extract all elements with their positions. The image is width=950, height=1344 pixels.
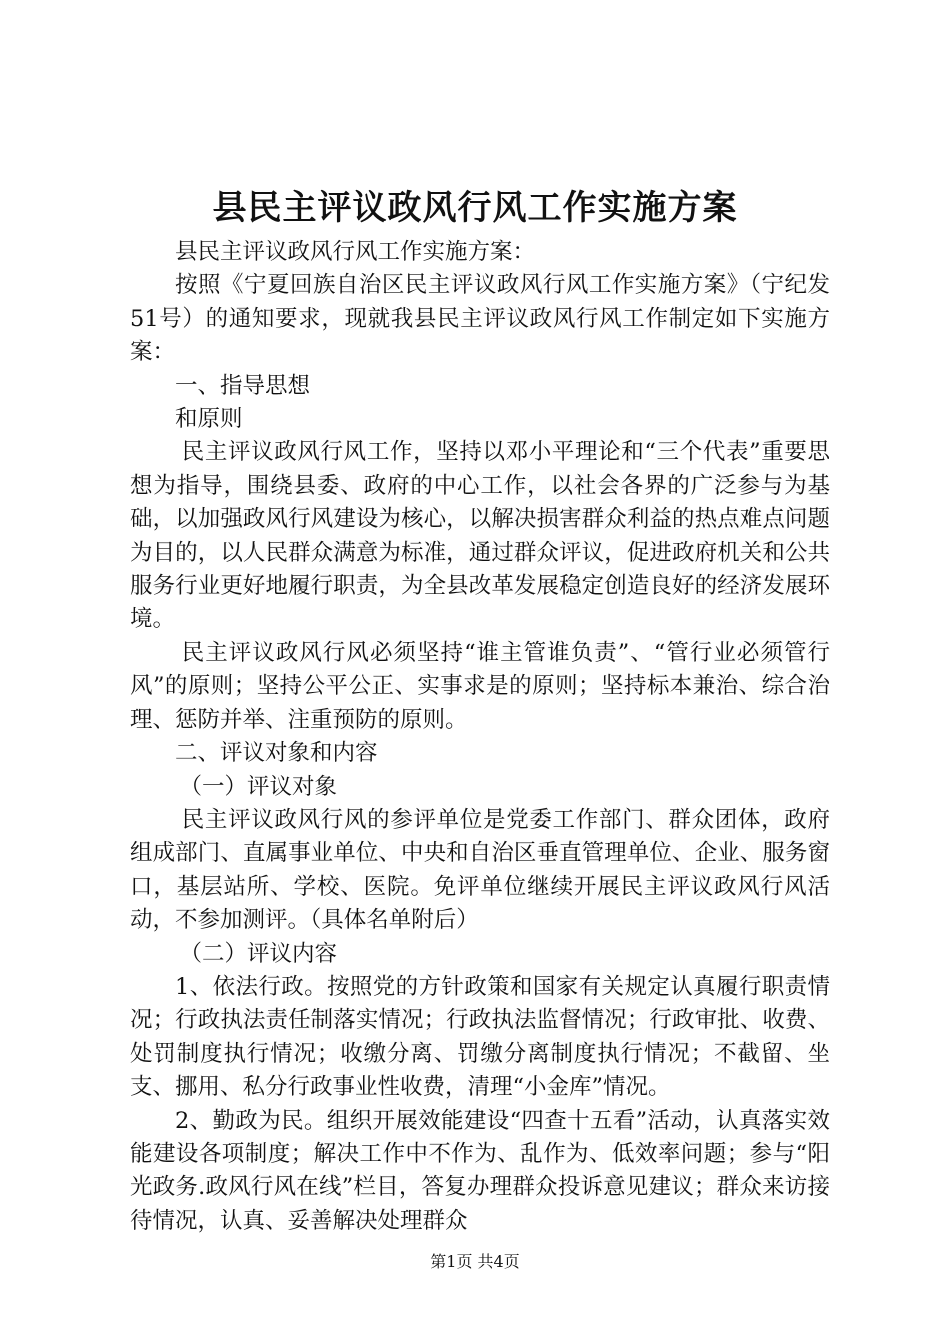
paragraph-basis: 按照《宁夏回族自治区民主评议政风行风工作实施方案》（宁纪发51号）的通知要求，现就我县民主评议政风行风工作制定如下实施方案：: [130, 272, 830, 366]
paragraph-guiding-principles: 民主评议政风行风工作，坚持以邓小平理论和“三个代表”重要思想为指导，围绕县委、政府的中心工作，以社会各界的广泛参与为基础，以加强政风行风建设为核心，以解决损害群众利益的热点难点问题为目的，以人民群众满意为标准，通过群众评议，促进政府机关和公共服务行业更好地履行职责，为全县改革发展稳定创造良好的经济发展环境。: [130, 439, 830, 633]
document-title: 县民主评议政风行风工作实施方案: [212, 188, 738, 228]
paragraph-item-2-diligent-governance: 2、勤政为民。组织开展效能建设“四查十五看”活动，认真落实效能建设各项制度；解决工作中不作为、乱作为、低效率问题；参与“阳光政务.政风行风在线”栏目，答复办理群众投诉意见建议；群众来访接待情况，认真、妥善解决处理群众: [130, 1107, 830, 1234]
page-footer: 第1页 共4页: [430, 1252, 520, 1271]
section-heading-objects-content: 二、评议对象和内容: [175, 740, 378, 767]
paragraph-intro-heading: 县民主评议政风行风工作实施方案：: [175, 239, 536, 265]
section-heading-principles: 和原则: [175, 406, 243, 433]
document-body: [130, 236, 830, 1238]
paragraph-evaluation-objects: 民主评议政风行风的参评单位是党委工作部门、群众团体，政府组成部门、直属事业单位、中央和自治区垂直管理单位、企业、服务窗口，基层站所、学校、医院。免评单位继续开展民主评议政风行风活动，不参加测评。（具体名单附后）: [130, 806, 830, 934]
section-heading-guiding-ideology: 一、指导思想: [175, 372, 311, 399]
paragraph-item-1-law-administration: 1、依法行政。按照党的方针政策和国家有关规定认真履行职责情况；行政执法责任制落实情况；行政执法监督情况；行政审批、收费、处罚制度执行情况；收缴分离、罚缴分离制度执行情况；不截留、坐支、挪用、私分行政事业性收费，清理“小金库”情况。: [130, 973, 830, 1101]
subsection-heading-content: （二）评议内容: [179, 940, 338, 967]
paragraph-evaluation-principles: 民主评议政风行风必须坚持“谁主管谁负责”、“管行业必须管行风”的原则；坚持公平公正、实事求是的原则；坚持标本兼治、综合治理、惩防并举、注重预防的原则。: [130, 639, 830, 733]
subsection-heading-objects: （一）评议对象: [179, 773, 338, 800]
